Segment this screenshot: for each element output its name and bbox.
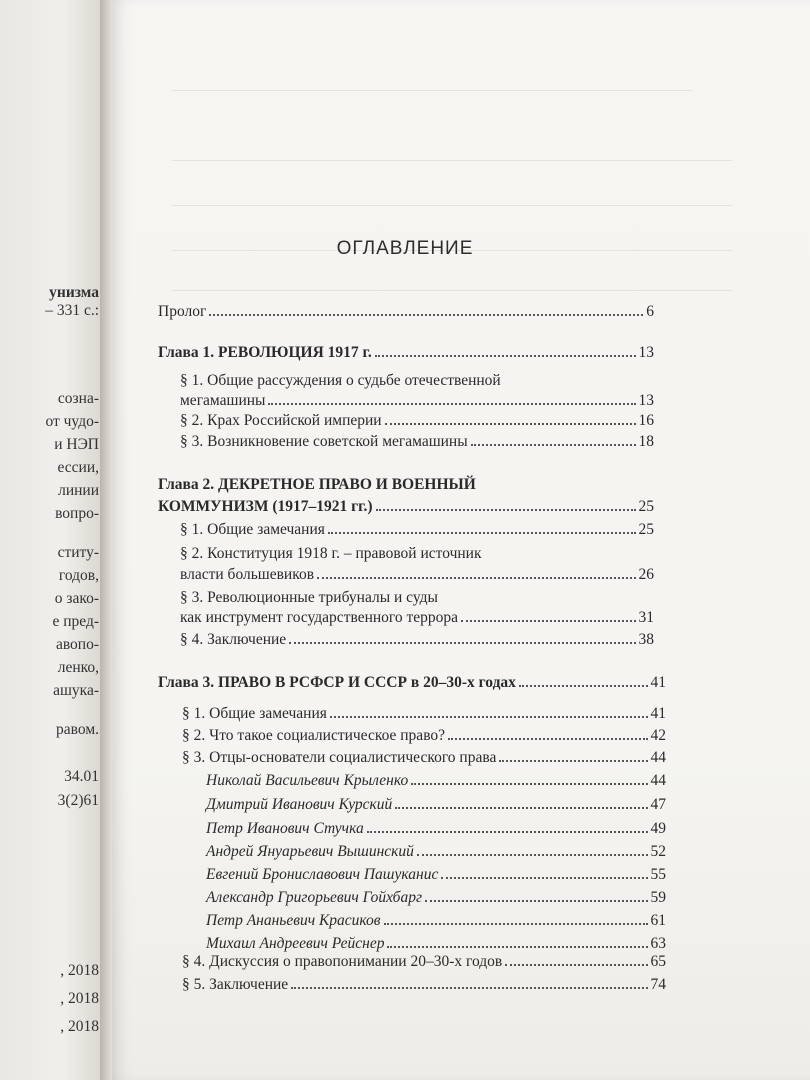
toc-entry-page: 74: [650, 976, 666, 993]
toc-chapter-title: Глава 1. РЕВОЛЮЦИЯ 1917 г.: [158, 344, 372, 361]
leader-dots: [375, 355, 636, 357]
toc-chapter-title: Глава 3. ПРАВО В РСФСР И СССР в 20–30-х годах: [158, 674, 516, 691]
toc-entry-label: власти большевиков: [180, 566, 315, 583]
toc-section-3-2: [182, 727, 666, 745]
toc-section-2-1: [180, 521, 654, 539]
left-page-line: о зако-: [54, 590, 99, 607]
leader-dots: [317, 577, 635, 579]
toc-entry-page: 26: [638, 566, 654, 583]
left-page-line: ленко,: [57, 659, 99, 676]
toc-entry-label: Николай Васильевич Крыленко: [206, 772, 409, 789]
toc-section-2-2: [180, 566, 654, 584]
toc-person-entry: [206, 935, 666, 953]
toc-entry-label: Петр Иванович Стучка: [206, 820, 364, 837]
leader-dots: [411, 783, 647, 785]
toc-entry-label: § 2. Крах Российской империи: [180, 412, 382, 429]
toc-entry-page: 13: [638, 344, 654, 361]
toc-entry-label: Александр Григорьевич Гойхбарг: [206, 889, 423, 906]
leader-dots: [384, 923, 648, 925]
left-page-line: е пред-: [52, 613, 99, 630]
left-page-line: , 2018: [60, 990, 99, 1007]
toc-entry-page: 42: [650, 727, 666, 744]
toc-chapter-1: [158, 344, 654, 362]
toc-entry-label: Дмитрий Иванович Курский: [206, 796, 393, 813]
toc-entry-label: § 3. Отцы-основатели социалистического права: [182, 749, 497, 766]
toc-chapter-title: КОММУНИЗМ (1917–1921 гг.): [158, 498, 373, 515]
leader-dots: [268, 403, 635, 405]
toc-entry-label: § 1. Общие замечания: [180, 521, 325, 538]
toc-entry-label: § 4. Заключение: [180, 631, 287, 648]
leader-dots: [328, 532, 636, 534]
toc-entry-label: § 1. Общие замечания: [182, 705, 327, 722]
toc-entry-page: 63: [650, 935, 666, 952]
toc-entry-page: 31: [638, 609, 654, 626]
left-page-line: годов,: [58, 567, 99, 584]
toc-entry-label: Пролог: [158, 303, 207, 320]
leader-dots: [289, 642, 635, 644]
left-page-line: ашука-: [53, 682, 99, 699]
toc-entry-page: 44: [650, 772, 666, 789]
left-page-line: – 331 с.:: [45, 302, 99, 319]
toc-chapter-3: [158, 674, 666, 692]
toc-entry-label: § 2. Что такое социалистическое право?: [182, 727, 446, 744]
toc-entry-label: мегамашины: [180, 392, 266, 409]
toc-entry-page: 52: [650, 843, 666, 860]
leader-dots: [425, 900, 647, 902]
toc-section-3-1: [182, 705, 666, 723]
toc-section-1-3: [180, 433, 654, 451]
toc-entry-page: 47: [650, 796, 666, 813]
left-page-line: линии: [58, 482, 99, 499]
toc-section-1-2: [180, 412, 654, 430]
leader-dots: [330, 716, 648, 718]
toc-entry-page: 49: [650, 820, 666, 837]
toc-person-entry: [206, 796, 666, 814]
leader-dots: [376, 509, 636, 511]
toc-entry-label: Андрей Януарьевич Вышинский: [206, 843, 414, 860]
toc-section-label: § 2. Конституция 1918 г. – правовой источник: [180, 545, 482, 562]
toc-section-2-3: [180, 609, 654, 627]
toc-entry-label: как инструмент государственного террора: [180, 609, 459, 626]
toc-section-2-4: [180, 631, 654, 649]
toc-section-3-3: [182, 749, 666, 767]
toc-section-1-1: [180, 392, 654, 410]
leader-dots: [417, 854, 648, 856]
leader-dots: [395, 807, 647, 809]
toc-entry-page: 59: [650, 889, 666, 906]
left-page-line: созна-: [57, 390, 99, 407]
toc-chapter-2: [158, 498, 654, 516]
toc-entry-label: Михаил Андреевич Рейснер: [206, 935, 385, 952]
page-title: ОГЛАВЛЕНИЕ: [336, 238, 474, 259]
left-page-line: , 2018: [60, 1018, 99, 1035]
toc-chapter-title: Глава 2. ДЕКРЕТНОЕ ПРАВО И ВОЕННЫЙ: [158, 476, 476, 493]
toc-person-entry: [206, 772, 666, 790]
toc-entry-page: 16: [638, 412, 654, 429]
left-page-line: и НЭП: [54, 436, 99, 453]
leader-dots: [461, 620, 635, 622]
toc-entry-page: 38: [638, 631, 654, 648]
toc-entry-page: 25: [638, 521, 654, 538]
toc-entry-label: Петр Ананьевич Красиков: [206, 912, 381, 929]
toc-entry-page: 61: [650, 912, 666, 929]
toc-person-entry: [206, 912, 666, 930]
left-page-line: , 2018: [60, 962, 99, 979]
leader-dots: [441, 877, 647, 879]
left-page-line: ессии,: [57, 459, 99, 476]
toc-entry-page: 44: [650, 749, 666, 766]
left-page-line: 34.01: [64, 768, 99, 785]
toc-entry-page: 41: [650, 674, 666, 691]
left-page-line: унизма: [49, 284, 99, 301]
leader-dots: [519, 685, 648, 687]
toc-entry-label: § 4. Дискуссия о правопонимании 20–30-х годов: [182, 953, 503, 970]
toc-entry-page: 13: [638, 392, 654, 409]
toc-entry-page: 55: [650, 866, 666, 883]
left-page-line: 3(2)61: [57, 792, 99, 809]
toc-entry-page: 18: [638, 433, 654, 450]
leader-dots: [448, 738, 647, 740]
toc-person-entry: [206, 866, 666, 884]
toc-entry-label: § 3. Возникновение советской мегамашины: [180, 433, 468, 450]
left-page-line: от чудо-: [45, 413, 99, 430]
left-page-line: авопо-: [55, 636, 99, 653]
leader-dots: [209, 314, 643, 316]
left-page-line: ститу-: [57, 544, 99, 561]
toc-entry-label: Евгений Брониславович Пашуканис: [206, 866, 439, 883]
left-page-line: равом.: [56, 721, 99, 738]
left-page-line: вопро-: [55, 505, 99, 522]
left-page: [0, 0, 105, 1080]
toc-entry-label: § 5. Заключение: [182, 976, 289, 993]
toc-entry-page: 65: [650, 953, 666, 970]
leader-dots: [505, 964, 647, 966]
leader-dots: [385, 423, 636, 425]
toc-section-label: § 3. Революционные трибуналы и суды: [180, 589, 438, 606]
leader-dots: [471, 444, 636, 446]
toc-entry-page: 25: [638, 498, 654, 515]
toc-section-3-5: [182, 976, 666, 994]
toc-person-entry: [206, 889, 666, 907]
leader-dots: [367, 831, 648, 833]
toc-person-entry: [206, 820, 666, 838]
toc-entry-page: 41: [650, 705, 666, 722]
leader-dots: [499, 760, 647, 762]
toc-entry-prolog: [158, 303, 654, 321]
toc-entry-page: 6: [646, 303, 654, 320]
leader-dots: [291, 987, 647, 989]
toc-person-entry: [206, 843, 666, 861]
toc-section-3-4: [182, 953, 666, 971]
toc-section-label: § 1. Общие рассуждения о судьбе отечественной: [180, 372, 501, 389]
leader-dots: [387, 946, 647, 948]
